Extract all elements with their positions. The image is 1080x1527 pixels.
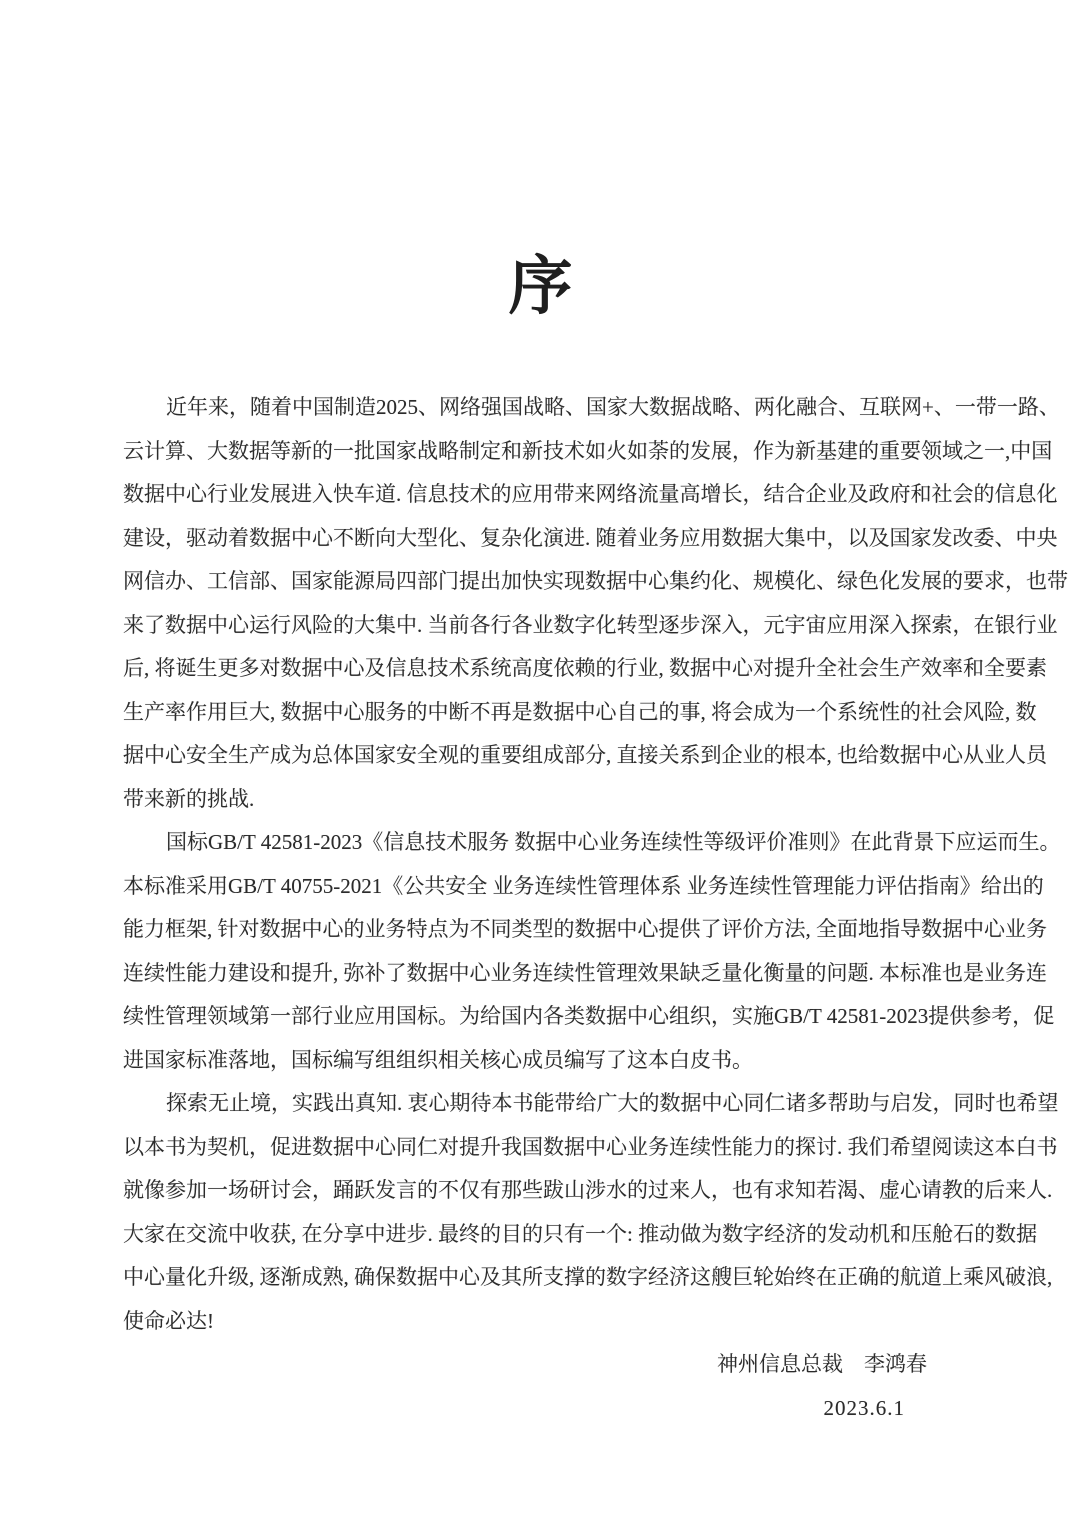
- paragraph-line: 中心量化升级, 逐渐成熟, 确保数据中心及其所支撑的数字经济这艘巨轮始终在正确的航道上乘风破浪,: [123, 1265, 1053, 1289]
- paragraph-line: 大家在交流中收获, 在分享中进步. 最终的目的只有一个: 推动做为数字经济的发动机和压舱石的数据: [123, 1221, 1038, 1246]
- paragraph-line: 近年来，随着中国制造2025、网络强国战略、国家大数据战略、两化融合、互联网+、一带一路、: [166, 395, 1060, 419]
- paragraph-line: 据中心安全生产成为总体国家安全观的重要组成部分, 直接关系到企业的根本, 也给数据中心从业人员: [123, 743, 1047, 767]
- signature-date: 2023.6.1: [823, 1395, 905, 1420]
- paragraph-line: 就像参加一场研讨会，踊跃发言的不仅有那些跋山涉水的过来人，也有求知若渴、虚心请教的后来人.: [123, 1178, 1053, 1202]
- paragraph-line: 连续性能力建设和提升, 弥补了数据中心业务连续性管理效果缺乏量化衡量的问题. 本标准也是业务连: [123, 960, 1047, 985]
- paragraph-line: 建设，驱动着数据中心不断向大型化、复杂化演进. 随着业务应用数据大集中，以及国家发改委、中央: [123, 525, 1058, 550]
- paragraph-line: 国标GB/T 42581-2023《信息技术服务 数据中心业务连续性等级评价准则》在此背景下应运而生。: [166, 830, 1061, 854]
- paragraph-line: 以本书为契机，促进数据中心同仁对提升我国数据中心业务连续性能力的探讨. 我们希望阅读这本白书: [123, 1134, 1058, 1159]
- paragraph-line: 网信办、工信部、国家能源局四部门提出加快实现数据中心集约化、规模化、绿色化发展的要求，也带: [123, 569, 1068, 593]
- paragraph-line: 进国家标准落地，国标编写组组织相关核心成员编写了这本白皮书。: [123, 1047, 753, 1072]
- paragraph-line: 使命必达!: [123, 1308, 214, 1333]
- paragraph-line: 续性管理领域第一部行业应用国标。为给国内各类数据中心组织，实施GB/T 42581-2023提供参考，促: [123, 1004, 1055, 1028]
- paragraph-line: 后, 将诞生更多对数据中心及信息技术系统高度依赖的行业, 数据中心对提升全社会生产效率和全要素: [123, 656, 1047, 680]
- page-title: 序: [508, 251, 575, 322]
- signature-author: 神州信息总裁 李鸿春: [717, 1352, 927, 1376]
- paragraph-line: 探索无止境，实践出真知. 衷心期待本书能带给广大的数据中心同仁诸多帮助与启发，同时也希望: [166, 1091, 1059, 1115]
- paragraph-line: 来了数据中心运行风险的大集中. 当前各行各业数字化转型逐步深入，元宇宙应用深入探索，在银行业: [123, 612, 1058, 637]
- paragraph-line: 能力框架, 针对数据中心的业务特点为不同类型的数据中心提供了评价方法, 全面地指导数据中心业务: [123, 917, 1047, 941]
- paragraph-line: 生产率作用巨大, 数据中心服务的中断不再是数据中心自己的事, 将会成为一个系统性的社会风险, 数: [123, 699, 1037, 724]
- paragraph-line: 本标准采用GB/T 40755-2021《公共安全 业务连续性管理体系 业务连续性管理能力评估指南》给出的: [123, 873, 1044, 898]
- document-body: [123, 386, 1068, 1343]
- paragraph-line: 云计算、大数据等新的一批国家战略制定和新技术如火如荼的发展，作为新基建的重要领域之一,中国: [123, 438, 1053, 463]
- signature-block: [123, 1343, 960, 1430]
- paragraph-line: 带来新的挑战.: [123, 786, 255, 811]
- paragraph-line: 数据中心行业发展进入快车道. 信息技术的应用带来网络流量高增长，结合企业及政府和社会的信息化: [123, 482, 1058, 506]
